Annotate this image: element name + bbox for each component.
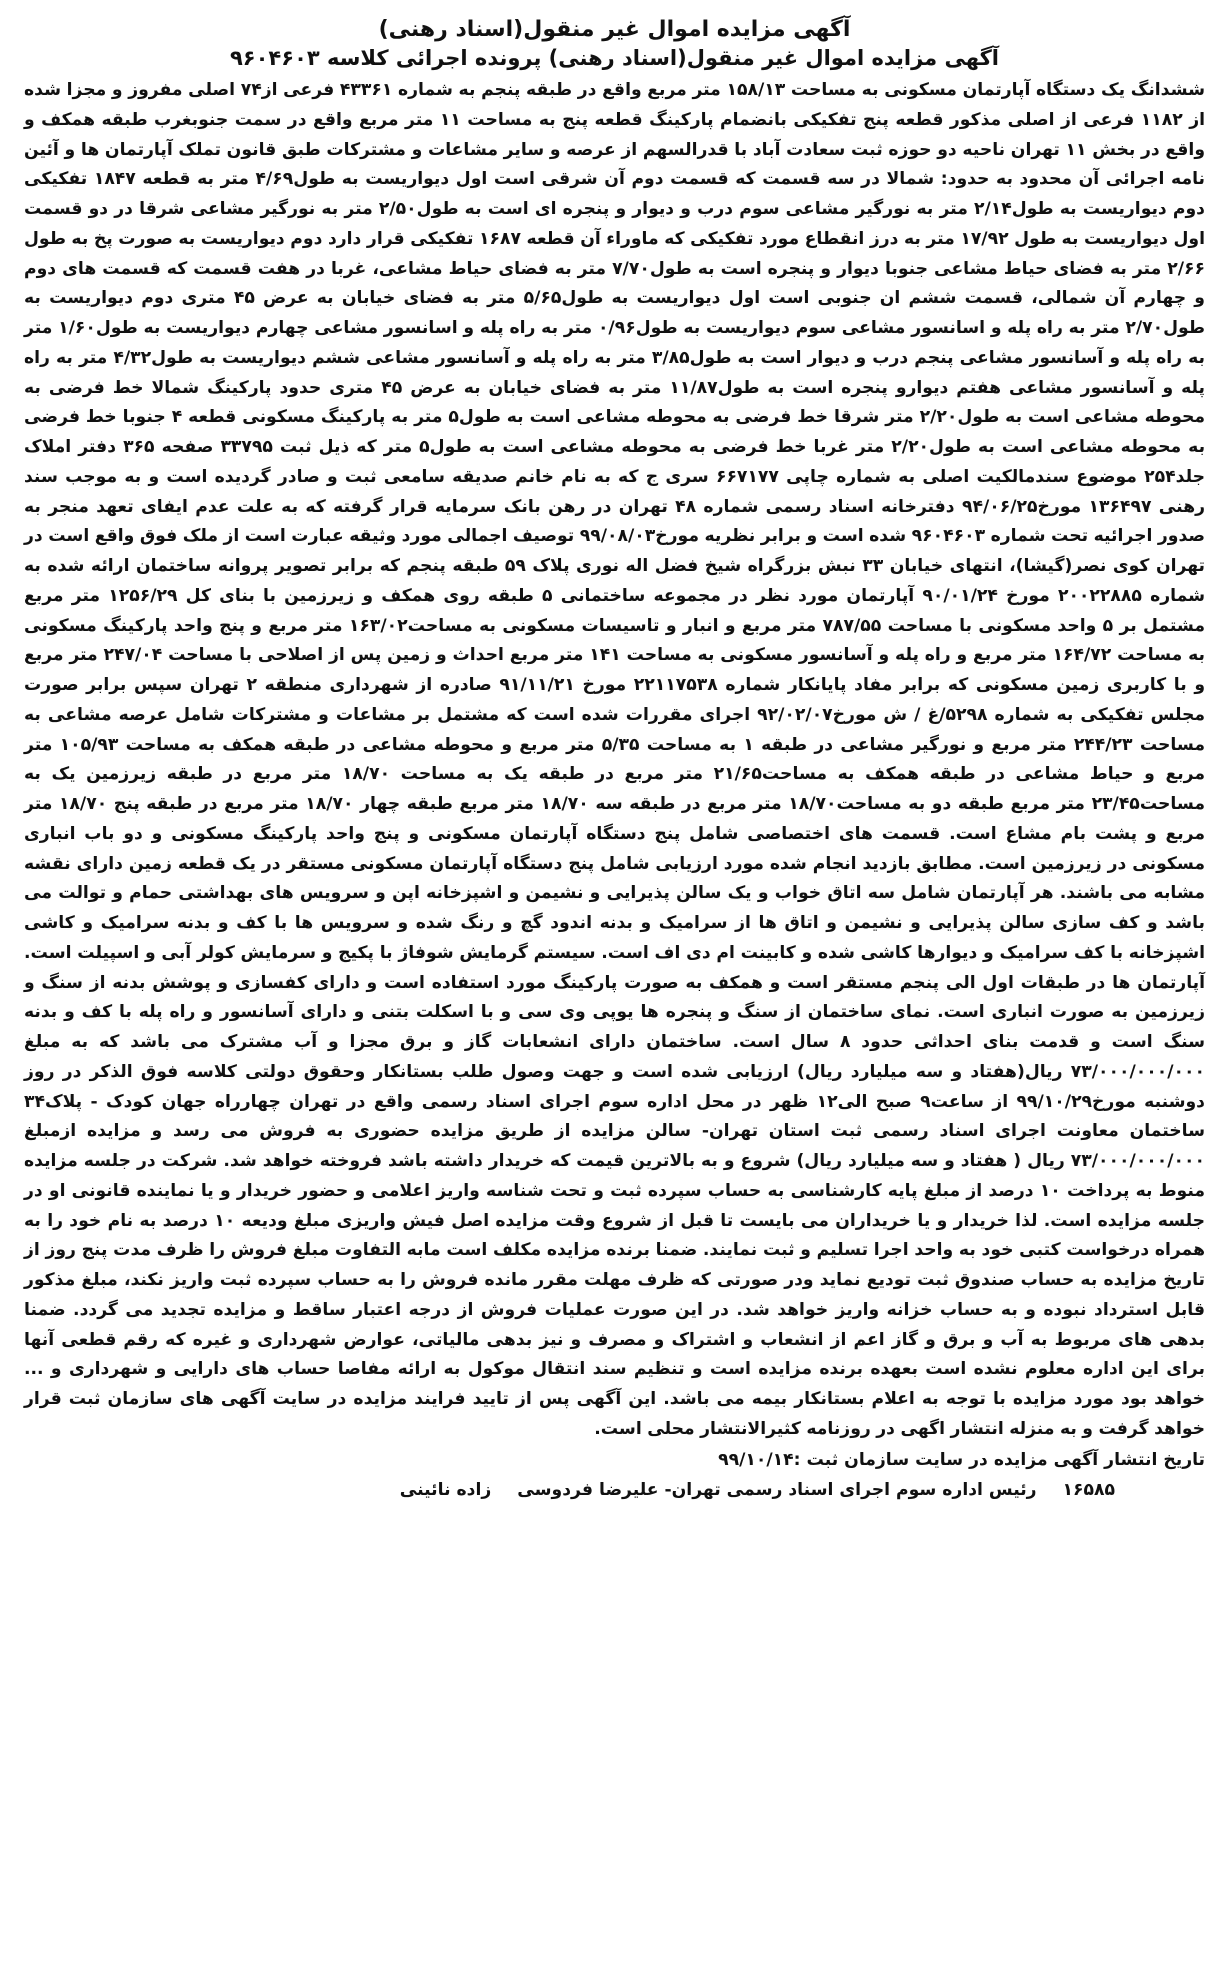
notice-body: ششدانگ یک دستگاه آپارتمان مسکونی به مساحت ۱۵۸/۱۳ متر مربع واقع در طبقه پنجم به شماره ۴۳۳۶۱ فرعی از۷۴ اصلی مفروز و مجزا شده از ۱۱۸۲ فرعی از اصلی مذکور قطعه پنج تفکیکی بانضمام پارکینگ قطعه پنج به مساحت ۱۱ متر مربع واقع در سمت جنوبغرب طبقه همکف و واقع در بخش ۱۱ تهران ناحیه دو حوزه ثبت سعادت آباد با قدرالسهم از عرصه و سایر مشاعات و مشترکات طبق قانون تملک آپارتمان ها و آئین نامه اجرائی آن محدود به حدود: شمالا در سه قسمت که قسمت دوم آن شرقی است اول دیواریست به طول۴/۶۹ متر به قطعه ۱۸۴۷ تفکیکی دوم دیواریست به طول۲/۱۴ متر به نورگیر مشاعی سوم درب و دیوار و پنجره ای است به طول۲/۵۰ متر به نورگیر مشاعی شرقا در دو قسمت اول دیواریست به طول ۱۷/۹۲ متر به درز انقطاع مورد تفکیکی که ماوراء آن قطعه ۱۶۸۷ تفکیکی قرار دارد دوم دیواریست به صورت پخ به طول ۲/۶۶ متر به فضای حیاط مشاعی جنوبا دیوار و پنجره است به طول۷/۷۰ متر به فضای حیاط مشاعی، غربا در هفت قسمت که قسمت های دوم و چهارم آن شمالی، قسمت ششم ان جنوبی است اول دیواریست به طول۵/۶۵ متر به فضای خیابان به عرض ۴۵ متری دوم دیواریست به طول۲/۷۰ متر به راه پله و اسانسور مشاعی سوم دیواریست به طول۰/۹۶ متر به راه پله و اسانسور مشاعی چهارم دیواریست به طول۱/۶۰ متر به راه پله و آسانسور مشاعی پنجم درب و دیوار است به طول۳/۸۵ متر به راه پله و آسانسور مشاعی ششم دیواریست به طول۴/۳۲ متر به راه پله و آسانسور مشاعی هفتم دیوارو پنجره است به طول۱۱/۸۷ متر به فضای خیابان به عرض ۴۵ متری حدود پارکینگ شمالا خط فرضی به محوطه مشاعی است به طول۲/۲۰ متر شرقا خط فرضی به محوطه مشاعی است به طول۵ متر به پارکینگ مسکونی قطعه ۴ جنوبا خط فرضی به محوطه مشاعی است به طول۲/۲۰ متر غربا خط فرضی به محوطه مشاعی است به طول۵ متر که ذیل ثبت ۳۳۷۹۵ صفحه ۳۶۵ دفتر املاک جلد۲۵۴ موضوع سندمالکیت اصلی به شماره چاپی ۶۶۷۱۷۷ سری ج که به نام خانم صدیقه سامعی ثبت و صادر گردیده است و به موجب سند رهنی ۱۳۶۴۹۷ مورخ۹۴/۰۶/۲۵ دفترخانه اسناد رسمی شماره ۴۸ تهران در رهن بانک سرمایه قرار گرفته که به علت عدم ایفای تعهد منجر به صدور اجرائیه تحت شماره ۹۶۰۴۶۰۳ شده است و برابر نظریه مورخ۹۹/۰۸/۰۳ توصیف اجمالی مورد وثیقه عبارت است از ملک فوق واقع است در تهران کوی نصر(گیشا)، انتهای خیابان ۳۳ نبش بزرگراه شیخ فضل اله نوری پلاک ۵۹ طبقه پنجم که برابر تصویر پروانه ساختمان ارائه شده به شماره ۲۰۰۲۲۸۸۵ مورخ ۹۰/۰۱/۲۴ آپارتمان مورد نظر در مجموعه ساختمانی ۵ طبقه روی همکف و زیرزمین با بنای کل ۱۲۵۶/۲۹ متر مربع مشتمل بر ۵ واحد مسکونی با مساحت ۷۸۷/۵۵ متر مربع و انبار و تاسیسات مسکونی به مساحت۱۶۳/۰۲ متر مربع و پنج واحد پارکینگ مسکونی به مساحت ۱۶۴/۷۲ متر مربع و راه پله و آسانسور مسکونی به مساحت ۱۴۱ متر مربع احداث و زمین پس از اصلاحی با مساحت ۲۴۷/۰۴ متر مربع و با کاربری زمین مسکونی که برابر مفاد پایانکار شماره ۲۲۱۱۷۵۳۸ مورخ ۹۱/۱۱/۲۱ صادره از شهرداری منطقه ۲ تهران سپس برابر صورت مجلس تفکیکی به شماره ۵۲۹۸/غ / ش مورخ۹۲/۰۲/۰۷ اجرای مقررات شده است که مشتمل بر مشاعات و مشترکات شامل عرصه مشاعی به مساحت ۲۴۴/۲۳ متر مربع و نورگیر مشاعی در طبقه ۱ به مساحت ۵/۳۵ متر مربع و محوطه مشاعی در طبقه همکف به مساحت ۱۰۵/۹۳ متر مربع و حیاط مشاعی در طبقه همکف به مساحت۲۱/۶۵ متر مربع در طبقه یک به مساحت ۱۸/۷۰ متر مربع در طبقه زیرزمین یک به مساحت۲۳/۴۵ متر مربع طبقه دو به مساحت۱۸/۷۰ متر مربع در طبقه سه ۱۸/۷۰ متر مربع طبقه چهار ۱۸/۷۰ متر مربع در طبقه پنج ۱۸/۷۰ متر مربع و پشت بام مشاع است. قسمت های اختصاصی شامل پنج دستگاه آپارتمان مسکونی و پنج واحد پارکینگ مسکونی و دو باب انباری مسکونی در زیرزمین است. مطابق بازدید انجام شده مورد ارزیابی شامل پنج دستگاه آپارتمان مسکونی مستقر در یک قطعه زمین دارای نقشه مشابه می باشند. هر آپارتمان شامل سه اتاق خواب و یک سالن پذیرایی و نشیمن و اشپزخانه اپن و سرویس های بهداشتی حمام و توالت می باشد و کف سازی سالن پذیرایی و نشیمن و اتاق ها از سرامیک و بدنه اندود گچ و رنگ شده و سرویس ها با کف و بدنه سرامیک و کاشی اشپزخانه با کف سرامیک و دیوارها کاشی شده و کابینت ام دی اف است. سیستم گرمایش شوفاژ با پکیج و سرمایش کولر آبی و اسپیلت است. آپارتمان ها در طبقات اول الی پنجم مستقر است و همکف به صورت پارکینگ مورد استفاده است و دارای کفسازی و پوشش بدنه از سنگ و زیرزمین به صورت انباری است. نمای ساختمان از سنگ و پنجره ها یوپی وی سی و با اسکلت بتنی و دارای آسانسور و راه پله با کف و بدنه سنگ است و قدمت بنای احداثی حدود ۸ سال است. ساختمان دارای انشعابات گاز و برق مجزا و آب مشترک می باشد که به مبلغ ۷۳/۰۰۰/۰۰۰/۰۰۰ ریال(هفتاد و سه میلیارد ریال) ارزیابی شده است و جهت وصول طلب بستانکار وحقوق دولتی کلاسه فوق الذکر در روز دوشنبه مورخ۹۹/۱۰/۲۹ از ساعت۹ صبح الی۱۲ ظهر در محل اداره سوم اجرای اسناد رسمی واقع در تهران چهارراه جهان کودک - پلاک۳۴ ساختمان معاونت اجرای اسناد رسمی ثبت استان تهران- سالن مزایده از طریق مزایده حضوری به فروش می رسد و مزایده ازمبلغ ۷۳/۰۰۰/۰۰۰/۰۰۰ ریال ( هفتاد و سه میلیارد ریال) شروع و به بالاترین قیمت که خریدار داشته باشد فروخته خواهد شد. شرکت در جلسه مزایده منوط به پرداخت ۱۰ درصد از مبلغ پایه کارشناسی به حساب سپرده ثبت و تحت شناسه واریز اعلامی و حضور خریدار و یا نماینده قانونی او در جلسه مزایده است. لذا خریدار و یا خریداران می بایست تا قبل از شروع وقت مزایده اصل فیش واریزی مبلغ ودیعه ۱۰ درصد به نام خود را به همراه درخواست کتبی خود به واحد اجرا تسلیم و ثبت نمایند. ضمنا برنده مزایده مکلف است مابه التفاوت مبلغ فروش را ظرف مدت پنج روز از تاریخ مزایده به حساب صندوق ثبت تودیع نماید ودر صورتی که ظرف مهلت مقرر مانده فروش را به حساب سپرده ثبت واریز نکند، مبلغ مذکور قابل استرداد نبوده و به حساب خزانه واریز خواهد شد. در این صورت عملیات فروش از درجه اعتبار ساقط و مزایده تجدید می گردد. ضمنا بدهی های مربوط به آب و برق و گاز اعم از انشعاب و اشتراک و مصرف و نیز بدهی مالیاتی، عوارض شهرداری و غیره که رقم قطعی آنها برای این اداره معلوم نشده است بعهده برنده مزایده است و تنظیم سند انتقال موکول به ارائه مفاصا حساب های دارایی و شهرداری و ... خواهد بود مورد مزایده با توجه به اعلام بستانکار بیمه می باشد. این آگهی پس از تایید فرایند مزایده در سایت آگهی های سازمان ثبت قرار خواهد گرفت و به منزله انتشار اگهی در روزنامه کثیرالانتشار محلی است.: [24, 80, 1206, 1439]
publish-date-line: تاریخ انتشار آگهی مزایده در سایت سازمان ثبت :۹۹/۱۰/۱۴: [718, 1449, 1205, 1470]
notice-subtitle: آگهی مزایده اموال غیر منقول(اسناد رهنی) پرونده اجرائی کلاسه ۹۶۰۴۶۰۳: [229, 46, 999, 70]
reference-number: ۱۶۵۸۵: [1062, 1479, 1115, 1500]
auction-notice: [14, 10, 1215, 1951]
signatory-title: رئیس اداره سوم اجرای اسناد رسمی تهران- علیرضا فردوسی: [517, 1479, 1037, 1500]
signatory-surname: زاده نائینی: [399, 1479, 492, 1500]
signature-line: [24, 1475, 1205, 1505]
notice-title: آگهی مزایده اموال غیر منقول(اسناد رهنی): [378, 17, 851, 42]
